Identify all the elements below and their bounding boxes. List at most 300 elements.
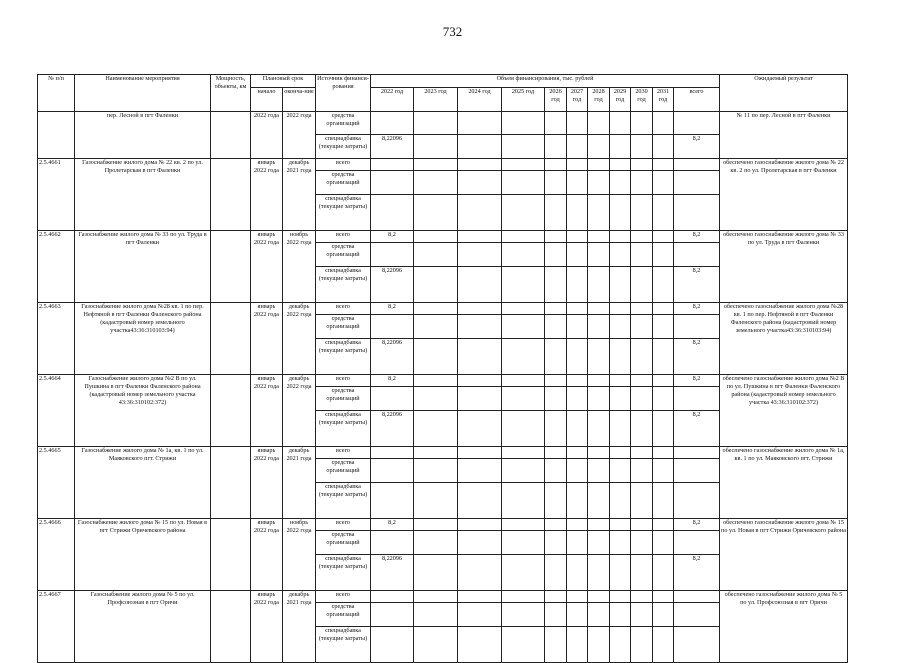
cell-year	[502, 519, 545, 531]
cell-year	[502, 231, 545, 243]
cell-year	[545, 459, 567, 483]
cell-total: 8,2	[674, 267, 720, 303]
header-year: 2022 год	[371, 88, 414, 112]
cell-year	[414, 627, 458, 663]
cell-year	[610, 555, 631, 591]
cell-year	[631, 171, 653, 195]
row-capacity	[211, 231, 251, 303]
cell-2022: 8,2	[371, 231, 414, 243]
cell-year	[653, 243, 674, 267]
header-volume: Объем финансирования, тыс. рублей	[371, 75, 720, 88]
cell-total	[674, 603, 720, 627]
row-end: декабрь 2022 года	[283, 303, 316, 375]
row-num: 2.5.4666	[38, 519, 75, 591]
row-capacity	[211, 303, 251, 375]
cell-year	[502, 483, 545, 519]
cell-year	[653, 411, 674, 447]
cell-year	[631, 387, 653, 411]
cell-year	[610, 483, 631, 519]
row-source: всего	[316, 159, 371, 171]
cell-2022	[371, 171, 414, 195]
cell-year	[458, 267, 502, 303]
row-name: Газоснабжение жилого дома №28 кв. 1 по пер. Нефтяной в пгт Фаленки Фаленского района (кадастровый номер земельного участка43:36:310103:94)	[75, 303, 211, 375]
cell-year	[631, 195, 653, 231]
cell-2022	[371, 483, 414, 519]
cell-year	[545, 555, 567, 591]
table-row	[38, 303, 848, 315]
cell-year	[502, 243, 545, 267]
cell-year	[631, 447, 653, 459]
row-result: обеспечено газоснабжение жилого дома №2 В по ул. Пушкина в пгт Фаленки Фаленского района (кадастровый номер земельного участка 43:36:310102:372)	[720, 375, 848, 447]
cell-year	[567, 447, 588, 459]
cell-year	[588, 375, 610, 387]
cell-year	[631, 339, 653, 375]
cell-year	[545, 243, 567, 267]
cell-year	[458, 231, 502, 243]
cell-year	[545, 411, 567, 447]
cell-year	[588, 339, 610, 375]
cell-year	[610, 171, 631, 195]
header-row	[38, 75, 848, 88]
cell-year	[502, 195, 545, 231]
cell-2022	[371, 591, 414, 603]
cell-year	[414, 159, 458, 171]
cell-2022	[371, 315, 414, 339]
cell-2022	[371, 531, 414, 555]
financing-table	[37, 74, 848, 663]
cell-2022: 8,2	[371, 303, 414, 315]
header-num: № п/п	[38, 75, 75, 112]
cell-year	[567, 603, 588, 627]
cell-year	[502, 531, 545, 555]
cell-year	[414, 483, 458, 519]
row-source: средства организаций	[316, 459, 371, 483]
cell-year	[414, 315, 458, 339]
cell-year	[414, 603, 458, 627]
cell-year	[545, 531, 567, 555]
row-num: 2.5.4664	[38, 375, 75, 447]
cell-year	[545, 627, 567, 663]
cell-year	[458, 603, 502, 627]
cell-year	[653, 267, 674, 303]
cell-year	[631, 159, 653, 171]
cell-year	[458, 159, 502, 171]
table-row	[38, 519, 848, 531]
cell-year	[653, 375, 674, 387]
cell-2022: 8,2	[371, 375, 414, 387]
cell-year	[545, 375, 567, 387]
cell-year	[631, 375, 653, 387]
table-row	[38, 591, 848, 603]
cell-2022: 8,22096	[371, 555, 414, 591]
cell-year	[653, 339, 674, 375]
cell-year	[610, 387, 631, 411]
cell-year	[502, 459, 545, 483]
row-result: обеспечено газоснабжение жилого дома № 5 по ул. Профсоюзная в пгт Оричи	[720, 591, 848, 663]
row-source: спецнадбавка (текущие затраты)	[316, 195, 371, 231]
cell-year	[631, 519, 653, 531]
cell-year	[588, 171, 610, 195]
cell-year	[653, 591, 674, 603]
cell-2022	[371, 447, 414, 459]
cell-year	[653, 135, 674, 159]
header-year: 2031 год	[653, 88, 674, 112]
row-name: Газоснабжение жилого дома № 5 по ул. Профсоюзная в пгт Оричи	[75, 591, 211, 663]
row-source: спецнадбавка (текущие затраты)	[316, 267, 371, 303]
cell-2022	[371, 112, 414, 135]
cell-year	[610, 459, 631, 483]
cell-total: 8,2	[674, 519, 720, 531]
row-name: Газоснабжение жилого дома № 22 кв. 2 по ул. Пролетарская в пгт Фаленки	[75, 159, 211, 231]
cell-total: 8,2	[674, 303, 720, 315]
cell-year	[567, 339, 588, 375]
cell-year	[414, 591, 458, 603]
cell-year	[610, 339, 631, 375]
row-source: спецнадбавка (текущие затраты)	[316, 339, 371, 375]
cell-year	[588, 231, 610, 243]
cell-year	[545, 315, 567, 339]
cell-year	[588, 531, 610, 555]
row-end: ноябрь 2022 года	[283, 231, 316, 303]
cell-total	[674, 447, 720, 459]
cell-year	[631, 531, 653, 555]
cell-year	[458, 531, 502, 555]
cell-year	[631, 267, 653, 303]
cell-year	[502, 447, 545, 459]
header-result: Ожидаемый результат	[720, 75, 848, 112]
cell-year	[653, 555, 674, 591]
cell-year	[458, 303, 502, 315]
cell-year	[610, 375, 631, 387]
cell-total	[674, 591, 720, 603]
cell-year	[502, 627, 545, 663]
cell-year	[567, 519, 588, 531]
cell-2022	[371, 159, 414, 171]
cell-year	[502, 591, 545, 603]
row-source: спецнадбавка (текущие затраты)	[316, 627, 371, 663]
row-source: спецнадбавка (текущие затраты)	[316, 555, 371, 591]
cell-year	[545, 387, 567, 411]
cell-year	[502, 603, 545, 627]
cell-total	[674, 112, 720, 135]
row-source: всего	[316, 447, 371, 459]
cell-year	[502, 555, 545, 591]
cell-year	[458, 243, 502, 267]
cell-year	[458, 112, 502, 135]
cell-year	[610, 195, 631, 231]
row-result: обеспечено газоснабжение жилого дома № 33 по ул. Труда в пгт Фаленки	[720, 231, 848, 303]
cell-year	[653, 519, 674, 531]
header-year: 2024 год	[458, 88, 502, 112]
cell-year	[567, 195, 588, 231]
cell-year	[414, 339, 458, 375]
header-year: 2028 год	[588, 88, 610, 112]
cell-year	[588, 483, 610, 519]
row-capacity	[211, 447, 251, 519]
row-source: средства организаций	[316, 387, 371, 411]
cell-year	[545, 231, 567, 243]
row-name: Газоснабжение жилого дома № 33 по ул. Труда в пгт Фаленки	[75, 231, 211, 303]
header-year: 2030 год	[631, 88, 653, 112]
row-source: всего	[316, 519, 371, 531]
row-num: 2.5.4663	[38, 303, 75, 375]
row-start: январь 2022 года	[251, 591, 283, 663]
cell-year	[588, 315, 610, 339]
cell-2022	[371, 387, 414, 411]
cell-year	[610, 591, 631, 603]
row-start: январь 2022 года	[251, 375, 283, 447]
cell-year	[458, 375, 502, 387]
cell-year	[567, 459, 588, 483]
cell-2022: 8,2	[371, 519, 414, 531]
cell-year	[610, 315, 631, 339]
cell-year	[414, 303, 458, 315]
cell-year	[502, 171, 545, 195]
cell-year	[610, 243, 631, 267]
header-year: 2026 год	[545, 88, 567, 112]
cell-year	[458, 387, 502, 411]
row-result: обеспечено газоснабжение жилого дома № 1а, кв. 1 по ул. Маяковского пгт. Стрижи	[720, 447, 848, 519]
cell-year	[631, 135, 653, 159]
cell-year	[414, 243, 458, 267]
cell-total: 8,2	[674, 231, 720, 243]
cell-year	[588, 267, 610, 303]
row-source: средства организаций	[316, 531, 371, 555]
page-number: 732	[442, 24, 463, 39]
cell-year	[588, 447, 610, 459]
row-source: всего	[316, 303, 371, 315]
row-result: № 11 по пер. Лесной в пгт Фаленки	[720, 112, 848, 159]
cell-year	[631, 315, 653, 339]
row-num: 2.5.4665	[38, 447, 75, 519]
row-num	[38, 112, 75, 159]
header-term-start: начало	[251, 88, 283, 112]
cell-year	[567, 303, 588, 315]
row-end: декабрь 2022 года	[283, 375, 316, 447]
cell-year	[414, 531, 458, 555]
cell-year	[414, 267, 458, 303]
cell-year	[610, 267, 631, 303]
row-start: январь 2022 года	[251, 303, 283, 375]
cell-year	[567, 591, 588, 603]
cell-year	[610, 627, 631, 663]
row-source: средства организаций	[316, 171, 371, 195]
cell-year	[631, 483, 653, 519]
cell-total	[674, 171, 720, 195]
cell-year	[588, 135, 610, 159]
cell-year	[631, 591, 653, 603]
header-source: Источник финанси-рования	[316, 75, 371, 112]
header-year: 2027 год	[567, 88, 588, 112]
cell-total	[674, 315, 720, 339]
cell-year	[610, 531, 631, 555]
cell-total: 8,2	[674, 555, 720, 591]
cell-year	[458, 339, 502, 375]
cell-total	[674, 195, 720, 231]
cell-year	[458, 519, 502, 531]
row-name: Газоснабжение жилого дома № 15 по ул. Новая в пгт Стрижи Оричевского района	[75, 519, 211, 591]
row-num: 2.5.4667	[38, 591, 75, 663]
cell-year	[414, 519, 458, 531]
cell-total	[674, 243, 720, 267]
cell-year	[545, 112, 567, 135]
row-name: Газоснабжение жилого дома №2 В по ул. Пушкина в пгт Фаленки Фаленского района (кадастровый номер земельного участка 43:36:310102:372)	[75, 375, 211, 447]
cell-year	[545, 519, 567, 531]
cell-year	[567, 627, 588, 663]
cell-year	[653, 112, 674, 135]
cell-total: 8,2	[674, 135, 720, 159]
cell-year	[610, 231, 631, 243]
cell-year	[588, 555, 610, 591]
cell-year	[631, 603, 653, 627]
cell-year	[567, 411, 588, 447]
cell-year	[502, 267, 545, 303]
cell-2022	[371, 195, 414, 231]
cell-year	[588, 603, 610, 627]
cell-2022	[371, 243, 414, 267]
header-year: 2029 год	[610, 88, 631, 112]
cell-total	[674, 459, 720, 483]
cell-year	[414, 447, 458, 459]
header-year: 2023 год	[414, 88, 458, 112]
cell-year	[545, 303, 567, 315]
cell-total: 8,2	[674, 411, 720, 447]
row-source: спецнадбавка (текущие затраты)	[316, 483, 371, 519]
table-body	[38, 75, 848, 663]
cell-year	[545, 603, 567, 627]
cell-year	[502, 303, 545, 315]
row-name: пер. Лесной в пгт Фаленки	[75, 112, 211, 159]
cell-year	[567, 171, 588, 195]
header-term-end: оконча-ние	[283, 88, 316, 112]
row-start: 2022 года	[251, 112, 283, 159]
cell-year	[653, 447, 674, 459]
cell-year	[502, 135, 545, 159]
cell-year	[588, 303, 610, 315]
cell-year	[653, 531, 674, 555]
cell-2022	[371, 603, 414, 627]
cell-year	[567, 387, 588, 411]
row-start: январь 2022 года	[251, 519, 283, 591]
row-source: средства организаций	[316, 315, 371, 339]
row-source: всего	[316, 375, 371, 387]
cell-year	[631, 243, 653, 267]
row-source: средства организаций	[316, 603, 371, 627]
cell-year	[588, 243, 610, 267]
row-end: 2022 года	[283, 112, 316, 159]
cell-year	[502, 315, 545, 339]
cell-year	[502, 339, 545, 375]
cell-year	[653, 303, 674, 315]
row-start: январь 2022 года	[251, 447, 283, 519]
cell-year	[545, 483, 567, 519]
cell-year	[567, 555, 588, 591]
cell-year	[631, 555, 653, 591]
cell-year	[631, 627, 653, 663]
cell-year	[502, 159, 545, 171]
cell-year	[653, 483, 674, 519]
row-capacity	[211, 159, 251, 231]
row-source: всего	[316, 231, 371, 243]
row-result: обеспечено газоснабжение жилого дома №28 кв. 1 по пер. Нефтяной в пгт Фаленки Фаленского района (кадастровый номер земельного участка43:36:310103:94)	[720, 303, 848, 375]
cell-year	[610, 159, 631, 171]
cell-year	[458, 171, 502, 195]
row-end: декабрь 2021 года	[283, 447, 316, 519]
cell-2022: 8,22096	[371, 339, 414, 375]
header-year: 2025 год	[502, 88, 545, 112]
cell-year	[588, 387, 610, 411]
row-capacity	[211, 112, 251, 159]
cell-year	[458, 447, 502, 459]
row-capacity	[211, 519, 251, 591]
cell-year	[414, 171, 458, 195]
cell-year	[458, 459, 502, 483]
table-row	[38, 375, 848, 387]
cell-year	[414, 375, 458, 387]
cell-year	[567, 159, 588, 171]
cell-year	[458, 627, 502, 663]
header-name: Наименование мероприятия	[75, 75, 211, 112]
cell-year	[567, 243, 588, 267]
cell-2022: 8,22096	[371, 135, 414, 159]
cell-year	[545, 267, 567, 303]
cell-2022	[371, 627, 414, 663]
cell-year	[653, 603, 674, 627]
cell-year	[502, 387, 545, 411]
cell-year	[567, 375, 588, 387]
cell-year	[567, 483, 588, 519]
cell-year	[458, 315, 502, 339]
cell-year	[610, 112, 631, 135]
row-result: обеспечено газоснабжение жилого дома № 22 кв. 2 по ул. Пролетарская в пгт Фаленки	[720, 159, 848, 231]
row-start: январь 2022 года	[251, 231, 283, 303]
cell-year	[567, 135, 588, 159]
cell-year	[458, 135, 502, 159]
cell-year	[414, 411, 458, 447]
row-capacity	[211, 591, 251, 663]
cell-year	[588, 195, 610, 231]
cell-year	[414, 112, 458, 135]
cell-year	[631, 459, 653, 483]
row-name: Газоснабжение жилого дома № 1а, кв. 1 по ул. Маяковского пгт. Стрижи	[75, 447, 211, 519]
cell-year	[567, 315, 588, 339]
cell-year	[545, 447, 567, 459]
row-capacity	[211, 375, 251, 447]
header-term: Плановый срок	[251, 75, 316, 88]
row-source: средства организаций	[316, 243, 371, 267]
cell-year	[588, 411, 610, 447]
cell-year	[458, 195, 502, 231]
cell-year	[610, 603, 631, 627]
cell-year	[653, 387, 674, 411]
row-result: обеспечено газоснабжение жилого дома № 15 по ул. Новая в пгт Стрижи Оричевского района	[720, 519, 848, 591]
cell-year	[653, 195, 674, 231]
row-num: 2.5.4661	[38, 159, 75, 231]
cell-year	[414, 459, 458, 483]
cell-year	[631, 411, 653, 447]
cell-year	[545, 171, 567, 195]
cell-year	[545, 135, 567, 159]
row-source: всего	[316, 591, 371, 603]
cell-year	[458, 483, 502, 519]
cell-year	[610, 411, 631, 447]
cell-year	[610, 135, 631, 159]
cell-year	[458, 555, 502, 591]
cell-year	[653, 171, 674, 195]
cell-total	[674, 387, 720, 411]
cell-year	[653, 231, 674, 243]
cell-year	[610, 519, 631, 531]
